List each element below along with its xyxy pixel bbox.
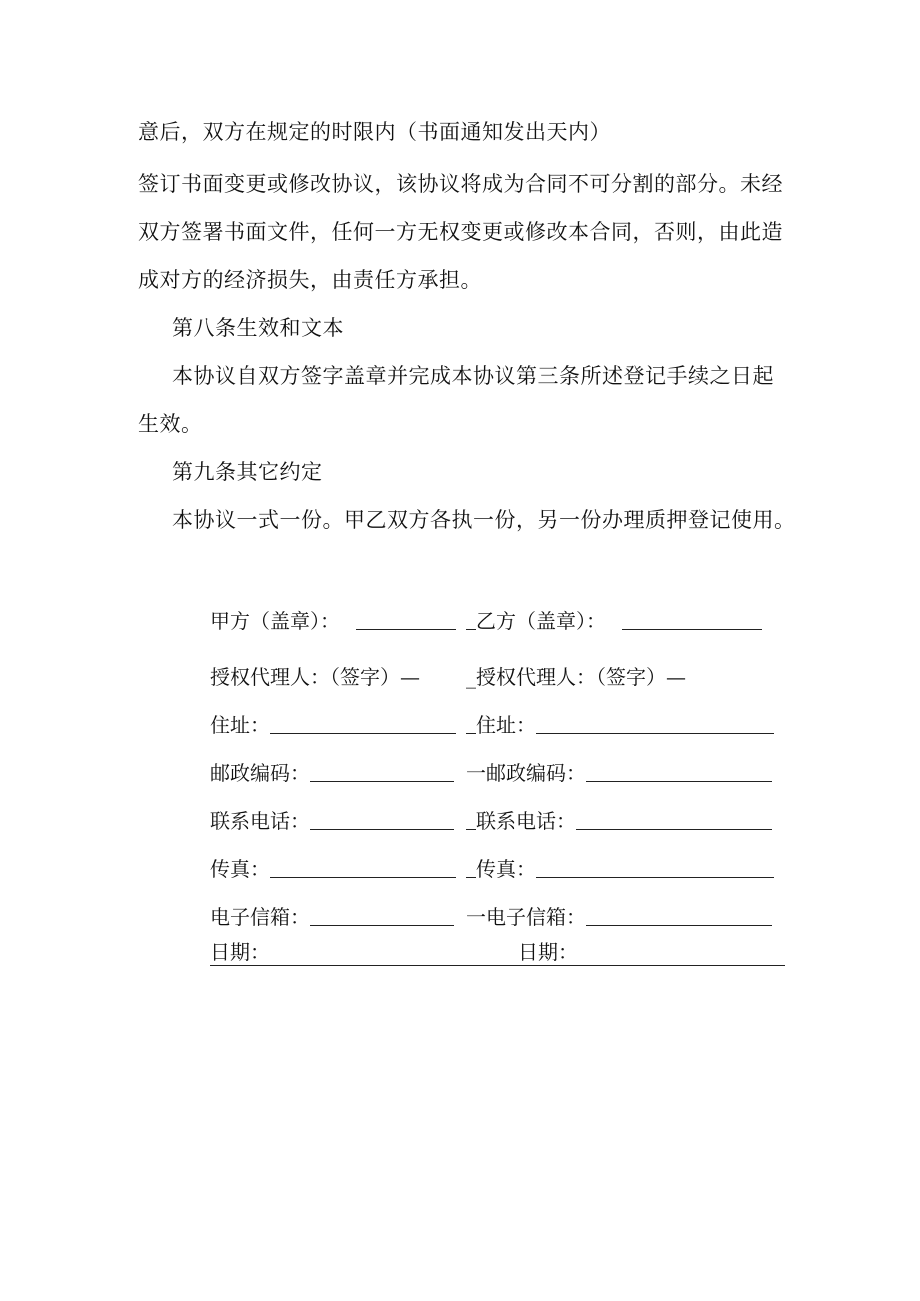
article-9-heading: 第九条其它约定	[172, 460, 323, 484]
fax-a-blank[interactable]	[270, 857, 456, 878]
date-a-label: 日期：	[210, 940, 270, 964]
blank-spacer	[466, 857, 476, 878]
paragraph-line: 双方签署书面文件，任何一方无权变更或修改本合同，否则，由此造	[138, 220, 783, 244]
postcode-b-label: 一邮政编码：	[466, 761, 586, 785]
email-b-label: 一电子信箱：	[466, 905, 586, 929]
paragraph-line: 本协议一式一份。甲乙双方各执一份，另一份办理质押登记使用。	[172, 508, 796, 532]
address-a-blank[interactable]	[270, 713, 456, 734]
postcode-a-blank[interactable]	[310, 761, 454, 782]
fax-b-label: 传真：	[476, 857, 536, 881]
postcode-a-label: 邮政编码：	[210, 761, 310, 785]
phone-a-label: 联系电话：	[210, 809, 310, 833]
blank-spacer	[466, 713, 476, 734]
party-a-blank[interactable]	[356, 609, 456, 630]
agent-a-label: 授权代理人：（签字）—	[210, 665, 420, 689]
date-underline	[210, 965, 785, 966]
fax-b-blank[interactable]	[536, 857, 774, 878]
paragraph-line: 本协议自双方签字盖章并完成本协议第三条所述登记手续之日起	[172, 364, 774, 388]
article-8-heading: 第八条生效和文本	[172, 316, 344, 340]
paragraph-line: 签订书面变更或修改协议，该协议将成为合同不可分割的部分。未经	[138, 172, 783, 196]
party-a-label: 甲方（盖章）：	[210, 609, 340, 633]
paragraph-line: 成对方的经济损失，由责任方承担。	[138, 268, 482, 292]
party-b-label: 乙方（盖章）：	[476, 609, 606, 633]
postcode-b-blank[interactable]	[586, 761, 772, 782]
party-b-blank[interactable]	[622, 609, 762, 630]
blank-spacer	[466, 609, 476, 630]
email-a-label: 电子信箱：	[210, 905, 310, 929]
paragraph-line: 生效。	[138, 412, 203, 436]
phone-b-blank[interactable]	[576, 809, 772, 830]
email-b-blank[interactable]	[586, 905, 772, 926]
agent-b-label: _授权代理人：（签字）—	[466, 665, 686, 689]
paragraph-line: 意后，双方在规定的时限内（书面通知发出天内）	[138, 120, 611, 144]
blank-spacer	[466, 809, 476, 830]
address-b-label: 住址：	[476, 713, 536, 737]
phone-b-label: 联系电话：	[476, 809, 576, 833]
email-a-blank[interactable]	[310, 905, 454, 926]
phone-a-blank[interactable]	[310, 809, 454, 830]
address-a-label: 住址：	[210, 713, 270, 737]
address-b-blank[interactable]	[536, 713, 774, 734]
date-b-label: 日期：	[518, 940, 578, 964]
fax-a-label: 传真：	[210, 857, 270, 881]
